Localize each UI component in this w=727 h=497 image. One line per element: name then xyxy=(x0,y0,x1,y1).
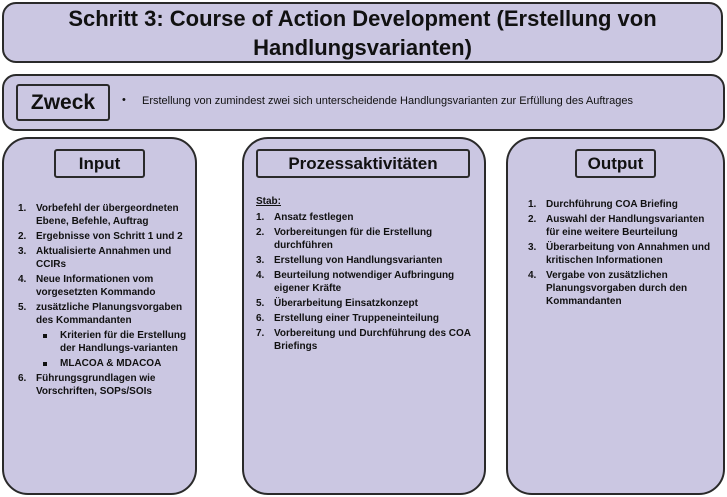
item-text: Ergebnisse von Schritt 1 und 2 xyxy=(36,231,183,242)
list-item xyxy=(256,269,478,295)
list-item xyxy=(18,245,188,271)
item-number: 1. xyxy=(18,203,27,214)
output-label: Output xyxy=(575,149,656,178)
item-number: 6. xyxy=(256,313,265,324)
item-text: Führungsgrundlagen wie Vorschriften, SOPs/SOIs xyxy=(36,373,156,397)
item-number: 2. xyxy=(528,214,537,225)
sub-list-item xyxy=(36,329,188,355)
item-text: Vorbefehl der übergeordneten Ebene, Befehle, Auftrag xyxy=(36,203,179,227)
output-list xyxy=(528,198,718,310)
input-column xyxy=(2,137,197,495)
list-item xyxy=(256,211,478,224)
purpose-box xyxy=(2,74,725,131)
process-column xyxy=(242,137,486,495)
item-number: 4. xyxy=(256,270,265,281)
process-list xyxy=(256,211,478,355)
item-text: Überarbeitung Einsatzkonzept xyxy=(274,298,418,309)
item-text: zusätzliche Planungsvorgaben des Kommandanten xyxy=(36,302,183,326)
square-bullet-icon xyxy=(43,362,47,366)
list-item xyxy=(528,241,718,267)
item-text: Auswahl der Handlungsvarianten für eine weitere Beurteilung xyxy=(546,214,705,238)
item-text: Überarbeitung von Annahmen und kritischen Informationen xyxy=(546,242,711,266)
purpose-text: Erstellung von zumindest zwei sich unterscheidende Handlungsvarianten zur Erfüllung des Auftrages xyxy=(142,95,634,107)
item-number: 6. xyxy=(18,373,27,384)
item-number: 3. xyxy=(256,255,265,266)
list-item xyxy=(18,301,188,370)
list-item xyxy=(528,213,718,239)
item-text: Vorbereitung und Durchführung des COA Briefings xyxy=(274,328,471,352)
item-number: 5. xyxy=(256,298,265,309)
sub-item-text: MLACOA & MDACOA xyxy=(60,358,162,369)
list-item xyxy=(528,198,718,211)
square-bullet-icon xyxy=(43,334,47,338)
item-number: 1. xyxy=(528,199,537,210)
item-text: Neue Informationen vom vorgesetzten Kommando xyxy=(36,274,156,298)
item-text: Ansatz festlegen xyxy=(274,212,354,223)
item-text: Vorbereitungen für die Erstellung durchführen xyxy=(274,227,433,251)
list-item xyxy=(256,327,478,353)
input-list xyxy=(18,202,188,400)
item-number: 2. xyxy=(18,231,27,242)
output-column xyxy=(506,137,725,495)
item-number: 3. xyxy=(528,242,537,253)
item-number: 4. xyxy=(18,274,27,285)
page-title: Schritt 3: Course of Action Development (Erstellung von Handlungsvarianten) xyxy=(68,5,657,60)
bullet-icon: • xyxy=(122,94,126,106)
item-text: Vergabe von zusätzlichen Planungsvorgaben durch den Kommandanten xyxy=(546,270,688,307)
list-item xyxy=(18,372,188,398)
sub-list xyxy=(36,329,188,370)
list-item xyxy=(18,202,188,228)
list-item xyxy=(18,273,188,299)
item-number: 7. xyxy=(256,328,265,339)
item-text: Beurteilung notwendiger Aufbringung eigener Kräfte xyxy=(274,270,455,294)
item-number: 2. xyxy=(256,227,265,238)
list-item xyxy=(18,230,188,243)
process-label: Prozessaktivitäten xyxy=(256,149,470,178)
list-item xyxy=(528,269,718,308)
item-number: 3. xyxy=(18,246,27,257)
list-item xyxy=(256,226,478,252)
sub-item-text: Kriterien für die Erstellung der Handlungs-varianten xyxy=(60,330,187,354)
item-text: Erstellung einer Truppeneinteilung xyxy=(274,313,440,324)
list-item xyxy=(256,297,478,310)
item-number: 1. xyxy=(256,212,265,223)
item-text: Erstellung von Handlungsvarianten xyxy=(274,255,443,266)
sub-list-item xyxy=(36,357,188,370)
list-item xyxy=(256,254,478,267)
item-text: Aktualisierte Annahmen und CCIRs xyxy=(36,246,172,270)
item-text: Durchführung COA Briefing xyxy=(546,199,678,210)
purpose-label: Zweck xyxy=(16,84,110,121)
item-number: 4. xyxy=(528,270,537,281)
input-label: Input xyxy=(54,149,145,178)
title-box xyxy=(2,2,723,63)
list-item xyxy=(256,312,478,325)
item-number: 5. xyxy=(18,302,27,313)
process-heading: Stab: xyxy=(256,196,281,207)
